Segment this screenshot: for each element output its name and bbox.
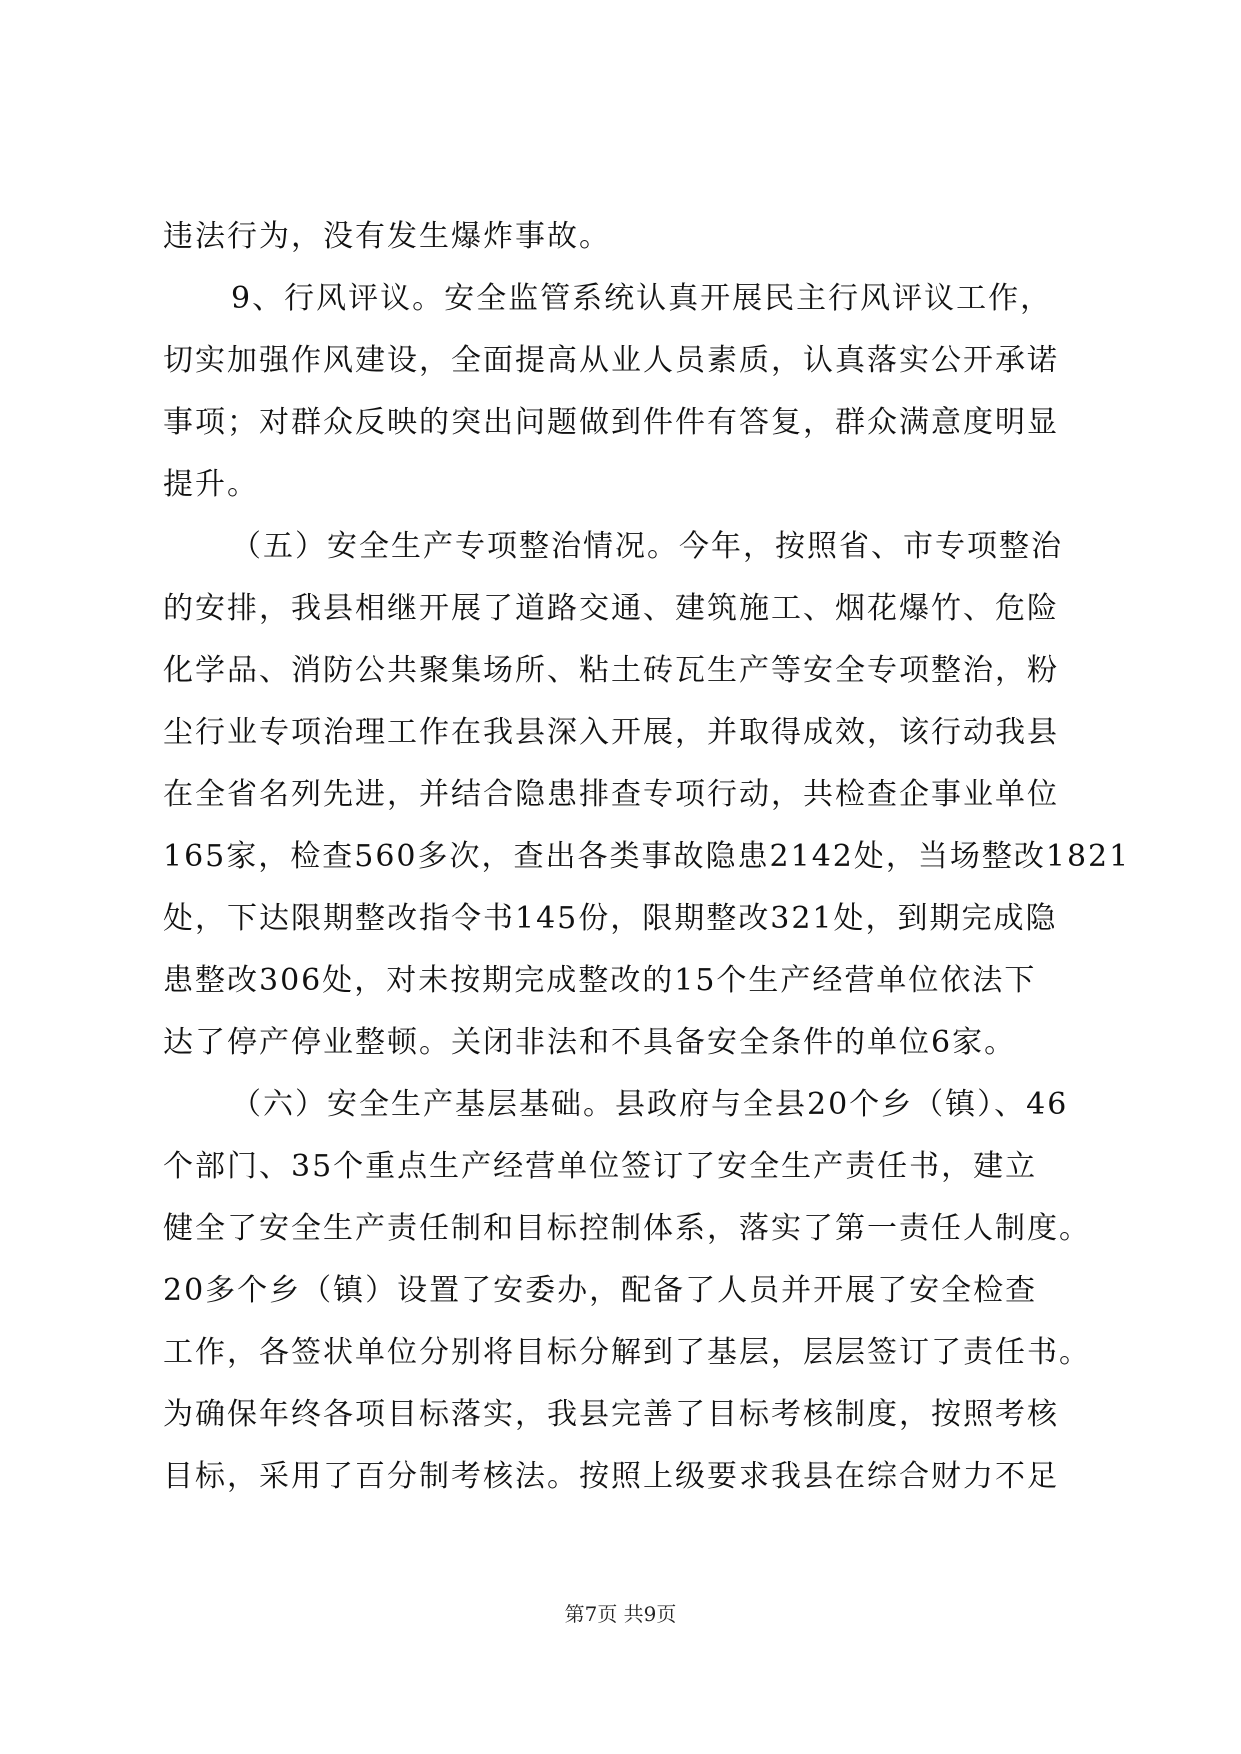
text-line: 处，下达限期整改指令书145份，限期整改321处，到期完成隐 bbox=[163, 901, 1058, 936]
text-line: 为确保年终各项目标落实，我县完善了目标考核制度，按照考核 bbox=[163, 1397, 1059, 1432]
text-line: 切实加强作风建设，全面提高从业人员素质，认真落实公开承诺 bbox=[163, 343, 1059, 378]
body-text bbox=[163, 206, 1131, 1508]
text-line: 达了停产停业整顿。关闭非法和不具备安全条件的单位6家。 bbox=[163, 1025, 1017, 1060]
text-line: 事项；对群众反映的突出问题做到件件有答复，群众满意度明显 bbox=[163, 405, 1059, 440]
text-line: 目标，采用了百分制考核法。按照上级要求我县在综合财力不足 bbox=[163, 1459, 1059, 1494]
text-line: 的安排，我县相继开展了道路交通、建筑施工、烟花爆竹、危险 bbox=[163, 591, 1059, 626]
page-number-footer: 第7页 共9页 bbox=[564, 1602, 677, 1626]
text-line: 违法行为，没有发生爆炸事故。 bbox=[163, 219, 611, 254]
text-line: 20多个乡（镇）设置了安委办，配备了人员并开展了安全检查 bbox=[163, 1273, 1038, 1308]
text-line: 个部门、35个重点生产经营单位签订了安全生产责任书，建立 bbox=[163, 1149, 1038, 1184]
paragraph-start-line: （五）安全生产专项整治情况。今年，按照省、市专项整治 bbox=[231, 529, 1063, 564]
text-line: 尘行业专项治理工作在我县深入开展，并取得成效，该行动我县 bbox=[163, 715, 1059, 750]
text-line: 工作，各签状单位分别将目标分解到了基层，层层签订了责任书。 bbox=[163, 1335, 1091, 1370]
text-line: 在全省名列先进，并结合隐患排查专项行动，共检查企事业单位 bbox=[163, 777, 1059, 812]
text-line: 提升。 bbox=[163, 467, 259, 502]
text-line: 患整改306处，对未按期完成整改的15个生产经营单位依法下 bbox=[163, 963, 1037, 998]
text-line: 165家，检查560多次，查出各类事故隐患2142处，当场整改1821 bbox=[163, 839, 1131, 874]
paragraph-start-line: （六）安全生产基层基础。县政府与全县20个乡（镇）、46 bbox=[231, 1087, 1069, 1122]
text-line: 健全了安全生产责任制和目标控制体系，落实了第一责任人制度。 bbox=[163, 1211, 1091, 1246]
text-line: 化学品、消防公共聚集场所、粘土砖瓦生产等安全专项整治，粉 bbox=[163, 653, 1059, 688]
paragraph-start-line: 9、行风评议。安全监管系统认真开展民主行风评议工作， bbox=[231, 281, 1053, 316]
